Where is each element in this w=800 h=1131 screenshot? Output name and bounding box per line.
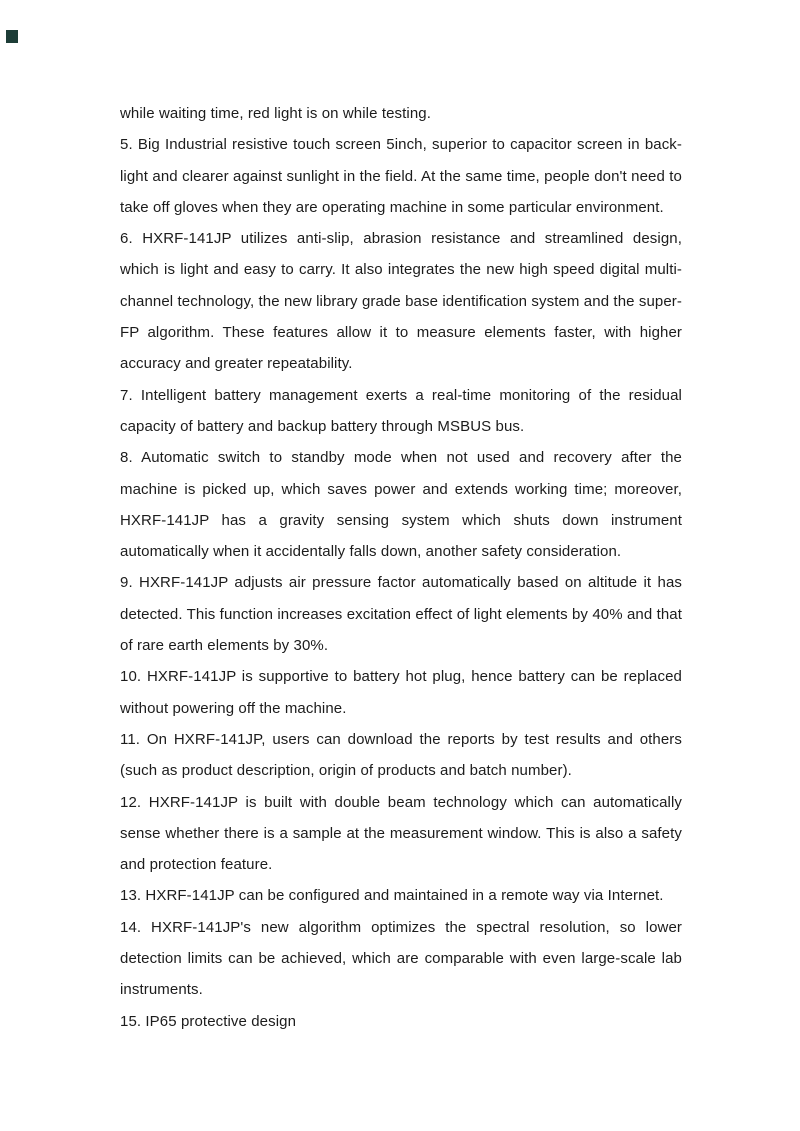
paragraph-13: 13. HXRF-141JP can be configured and maintained in a remote way via Internet. <box>120 887 664 905</box>
scan-corner-artifact <box>6 30 18 43</box>
paragraph-10: 10. HXRF-141JP is supportive to battery hot plug, hence battery can be replaced without powering off the machine. <box>120 668 682 717</box>
paragraph-11: 11. On HXRF-141JP, users can download the reports by test results and others (such as product description, origin of products and batch number). <box>120 730 682 780</box>
paragraph-5: 5. Big Industrial resistive touch screen 5inch, superior to capacitor screen in back-light and clearer against sunlight in the field. At the same time, people don't need to take off gloves when they are operating machine in some particular environment. <box>120 136 682 216</box>
paragraph-6: 6. HXRF-141JP utilizes anti-slip, abrasion resistance and streamlined design, which is light and easy to carry. It also integrates the new high speed digital multi-channel technology, the new library grade base identification system and the super-FP algorithm. These features allow it to measure elements faster, with higher accuracy and greater repeatability. <box>120 230 682 373</box>
paragraph-9: 9. HXRF-141JP adjusts air pressure factor automatically based on altitude it has detected. This function increases excitation effect of light elements by 40% and that of rare earth elements by 30%. <box>120 574 682 655</box>
paragraph-4-continuation: while waiting time, red light is on while testing. <box>120 105 431 122</box>
paragraph-7: 7. Intelligent battery management exerts a real-time monitoring of the residual capacity of battery and backup battery through MSBUS bus. <box>120 386 682 435</box>
paragraph-12: 12. HXRF-141JP is built with double beam technology which can automatically sense whether there is a sample at the measurement window. This is also a safety and protection feature. <box>120 793 682 874</box>
paragraph-15: 15. IP65 protective design <box>120 1012 297 1030</box>
paragraph-14: 14. HXRF-141JP's new algorithm optimizes the spectral resolution, so lower detection limits can be achieved, which are comparable with even large-scale lab instruments. <box>120 918 682 999</box>
paragraph-8: 8. Automatic switch to standby mode when not used and recovery after the machine is picked up, which saves power and extends working time; moreover, HXRF-141JP has a gravity sensing system which shuts down instrument automatically when it accidentally falls down, another safety consideration. <box>120 449 682 561</box>
document-text-block <box>120 98 682 1037</box>
